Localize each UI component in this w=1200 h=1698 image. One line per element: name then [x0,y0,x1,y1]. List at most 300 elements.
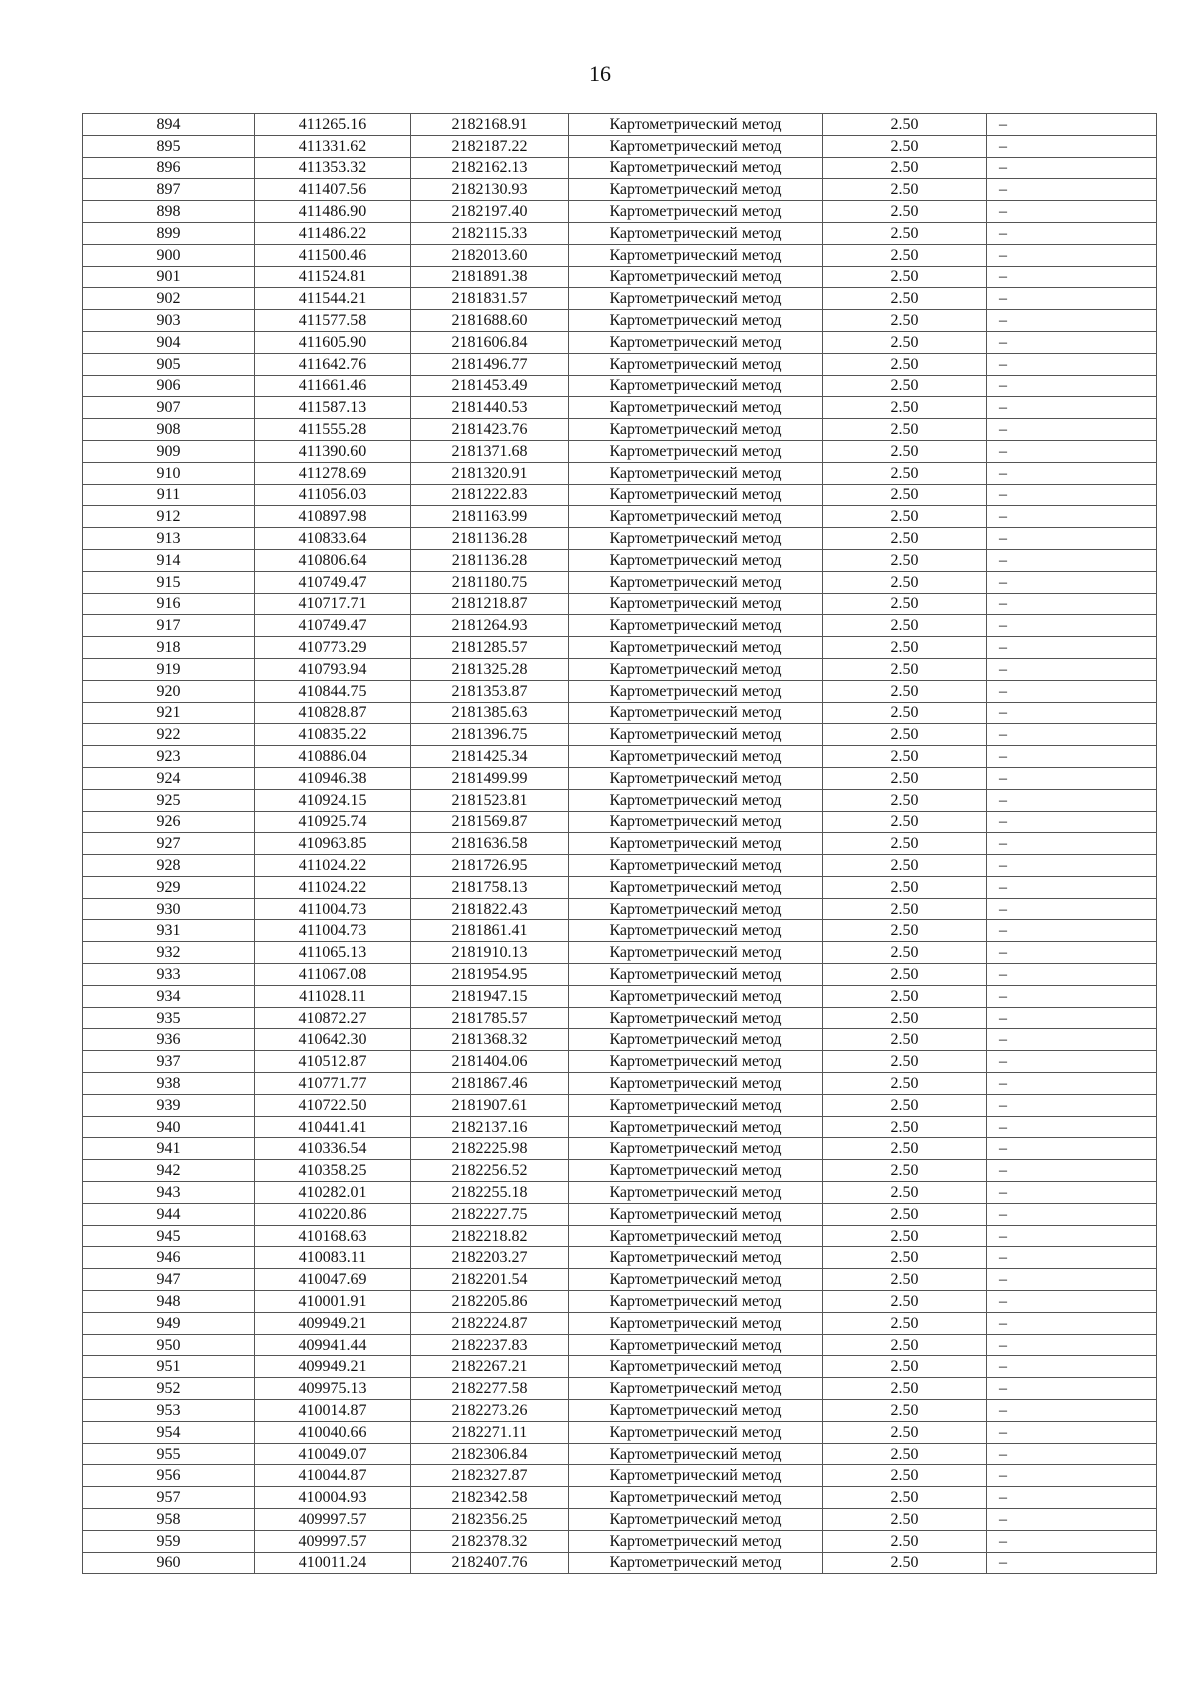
x-coordinate-cell: 411353.32 [255,157,411,179]
x-coordinate-cell: 410773.29 [255,637,411,659]
table-row [83,266,1157,288]
x-coordinate-cell: 411577.58 [255,310,411,332]
y-coordinate-cell: 2181569.87 [411,811,569,833]
accuracy-cell: 2.50 [823,724,987,746]
table-row [83,1443,1157,1465]
table-row [83,1312,1157,1334]
method-cell: Картометрический метод [569,1291,823,1313]
point-number-cell: 906 [83,375,255,397]
method-cell: Картометрический метод [569,1378,823,1400]
method-cell: Картометрический метод [569,1334,823,1356]
x-coordinate-cell: 411407.56 [255,179,411,201]
y-coordinate-cell: 2181947.15 [411,985,569,1007]
y-coordinate-cell: 2181320.91 [411,462,569,484]
table-row [83,1073,1157,1095]
y-coordinate-cell: 2181499.99 [411,767,569,789]
point-number-cell: 897 [83,179,255,201]
table-row [83,1160,1157,1182]
x-coordinate-cell: 411500.46 [255,244,411,266]
note-cell: – [987,1094,1157,1116]
accuracy-cell: 2.50 [823,1443,987,1465]
y-coordinate-cell: 2182342.58 [411,1487,569,1509]
method-cell: Картометрический метод [569,288,823,310]
accuracy-cell: 2.50 [823,1007,987,1029]
x-coordinate-cell: 411067.08 [255,964,411,986]
y-coordinate-cell: 2181218.87 [411,593,569,615]
x-coordinate-cell: 410835.22 [255,724,411,746]
point-number-cell: 921 [83,702,255,724]
method-cell: Картометрический метод [569,222,823,244]
y-coordinate-cell: 2181222.83 [411,484,569,506]
accuracy-cell: 2.50 [823,397,987,419]
method-cell: Картометрический метод [569,1007,823,1029]
table-row [83,419,1157,441]
y-coordinate-cell: 2182225.98 [411,1138,569,1160]
table-row [83,876,1157,898]
y-coordinate-cell: 2181867.46 [411,1073,569,1095]
point-number-cell: 934 [83,985,255,1007]
method-cell: Картометрический метод [569,1116,823,1138]
method-cell: Картометрический метод [569,1094,823,1116]
method-cell: Картометрический метод [569,855,823,877]
table-row [83,593,1157,615]
point-number-cell: 955 [83,1443,255,1465]
point-number-cell: 917 [83,615,255,637]
table-row [83,658,1157,680]
point-number-cell: 910 [83,462,255,484]
point-number-cell: 928 [83,855,255,877]
method-cell: Картометрический метод [569,1182,823,1204]
point-number-cell: 927 [83,833,255,855]
table-row [83,1225,1157,1247]
table-row [83,397,1157,419]
accuracy-cell: 2.50 [823,702,987,724]
x-coordinate-cell: 410722.50 [255,1094,411,1116]
x-coordinate-cell: 410872.27 [255,1007,411,1029]
y-coordinate-cell: 2181180.75 [411,571,569,593]
point-number-cell: 932 [83,942,255,964]
table-row [83,331,1157,353]
point-number-cell: 935 [83,1007,255,1029]
note-cell: – [987,1203,1157,1225]
y-coordinate-cell: 2181371.68 [411,440,569,462]
table-row [83,1421,1157,1443]
point-number-cell: 960 [83,1552,255,1574]
x-coordinate-cell: 410963.85 [255,833,411,855]
method-cell: Картометрический метод [569,1029,823,1051]
y-coordinate-cell: 2182137.16 [411,1116,569,1138]
table-row [83,637,1157,659]
method-cell: Картометрический метод [569,942,823,964]
x-coordinate-cell: 411587.13 [255,397,411,419]
y-coordinate-cell: 2181453.49 [411,375,569,397]
note-cell: – [987,1334,1157,1356]
y-coordinate-cell: 2181285.57 [411,637,569,659]
point-number-cell: 923 [83,746,255,768]
y-coordinate-cell: 2181523.81 [411,789,569,811]
point-number-cell: 942 [83,1160,255,1182]
y-coordinate-cell: 2182356.25 [411,1509,569,1531]
x-coordinate-cell: 410833.64 [255,528,411,550]
table-row [83,528,1157,550]
point-number-cell: 899 [83,222,255,244]
table-row [83,1247,1157,1269]
method-cell: Картометрический метод [569,1509,823,1531]
note-cell: – [987,1007,1157,1029]
x-coordinate-cell: 409975.13 [255,1378,411,1400]
table-row [83,484,1157,506]
method-cell: Картометрический метод [569,528,823,550]
table-body [83,114,1157,1574]
table-row [83,1138,1157,1160]
table-row [83,1291,1157,1313]
note-cell: – [987,506,1157,528]
x-coordinate-cell: 411544.21 [255,288,411,310]
y-coordinate-cell: 2181425.34 [411,746,569,768]
note-cell: – [987,375,1157,397]
method-cell: Картометрический метод [569,898,823,920]
x-coordinate-cell: 410358.25 [255,1160,411,1182]
y-coordinate-cell: 2182203.27 [411,1247,569,1269]
table-row [83,1203,1157,1225]
x-coordinate-cell: 410924.15 [255,789,411,811]
accuracy-cell: 2.50 [823,833,987,855]
method-cell: Картометрический метод [569,985,823,1007]
table-row [83,222,1157,244]
accuracy-cell: 2.50 [823,789,987,811]
y-coordinate-cell: 2182168.91 [411,114,569,136]
x-coordinate-cell: 410925.74 [255,811,411,833]
note-cell: – [987,310,1157,332]
point-number-cell: 909 [83,440,255,462]
note-cell: – [987,1269,1157,1291]
y-coordinate-cell: 2182407.76 [411,1552,569,1574]
method-cell: Картометрический метод [569,114,823,136]
table-row [83,506,1157,528]
note-cell: – [987,1552,1157,1574]
x-coordinate-cell: 411605.90 [255,331,411,353]
y-coordinate-cell: 2181785.57 [411,1007,569,1029]
method-cell: Картометрический метод [569,702,823,724]
method-cell: Картометрический метод [569,1225,823,1247]
table-row [83,288,1157,310]
point-number-cell: 948 [83,1291,255,1313]
y-coordinate-cell: 2181396.75 [411,724,569,746]
accuracy-cell: 2.50 [823,746,987,768]
accuracy-cell: 2.50 [823,1247,987,1269]
note-cell: – [987,1247,1157,1269]
method-cell: Картометрический метод [569,1138,823,1160]
table-row [83,964,1157,986]
y-coordinate-cell: 2181822.43 [411,898,569,920]
point-number-cell: 905 [83,353,255,375]
table-row [83,375,1157,397]
note-cell: – [987,244,1157,266]
y-coordinate-cell: 2182237.83 [411,1334,569,1356]
accuracy-cell: 2.50 [823,1182,987,1204]
x-coordinate-cell: 410014.87 [255,1400,411,1422]
point-number-cell: 896 [83,157,255,179]
table-row [83,1269,1157,1291]
note-cell: – [987,419,1157,441]
accuracy-cell: 2.50 [823,179,987,201]
note-cell: – [987,1378,1157,1400]
method-cell: Картометрический метод [569,397,823,419]
point-number-cell: 919 [83,658,255,680]
table-row [83,1400,1157,1422]
accuracy-cell: 2.50 [823,593,987,615]
note-cell: – [987,789,1157,811]
table-row [83,201,1157,223]
point-number-cell: 959 [83,1530,255,1552]
note-cell: – [987,746,1157,768]
table-row [83,135,1157,157]
x-coordinate-cell: 410040.66 [255,1421,411,1443]
method-cell: Картометрический метод [569,1400,823,1422]
table-row [83,179,1157,201]
accuracy-cell: 2.50 [823,1356,987,1378]
y-coordinate-cell: 2181688.60 [411,310,569,332]
note-cell: – [987,615,1157,637]
note-cell: – [987,1465,1157,1487]
point-number-cell: 900 [83,244,255,266]
note-cell: – [987,767,1157,789]
point-number-cell: 911 [83,484,255,506]
x-coordinate-cell: 410806.64 [255,549,411,571]
accuracy-cell: 2.50 [823,1530,987,1552]
note-cell: – [987,1487,1157,1509]
table-row [83,1029,1157,1051]
accuracy-cell: 2.50 [823,985,987,1007]
method-cell: Картометрический метод [569,811,823,833]
accuracy-cell: 2.50 [823,288,987,310]
table-row [83,1530,1157,1552]
note-cell: – [987,898,1157,920]
note-cell: – [987,1073,1157,1095]
note-cell: – [987,1443,1157,1465]
accuracy-cell: 2.50 [823,1487,987,1509]
point-number-cell: 929 [83,876,255,898]
y-coordinate-cell: 2181606.84 [411,331,569,353]
note-cell: – [987,266,1157,288]
y-coordinate-cell: 2181636.58 [411,833,569,855]
accuracy-cell: 2.50 [823,1203,987,1225]
y-coordinate-cell: 2181385.63 [411,702,569,724]
accuracy-cell: 2.50 [823,658,987,680]
y-coordinate-cell: 2181758.13 [411,876,569,898]
note-cell: – [987,1225,1157,1247]
x-coordinate-cell: 409949.21 [255,1312,411,1334]
note-cell: – [987,1160,1157,1182]
accuracy-cell: 2.50 [823,1378,987,1400]
method-cell: Картометрический метод [569,506,823,528]
table-row [83,440,1157,462]
accuracy-cell: 2.50 [823,528,987,550]
method-cell: Картометрический метод [569,1552,823,1574]
x-coordinate-cell: 410771.77 [255,1073,411,1095]
method-cell: Картометрический метод [569,201,823,223]
method-cell: Картометрический метод [569,1073,823,1095]
method-cell: Картометрический метод [569,179,823,201]
table-row [83,1465,1157,1487]
y-coordinate-cell: 2181496.77 [411,353,569,375]
x-coordinate-cell: 410004.93 [255,1487,411,1509]
method-cell: Картометрический метод [569,876,823,898]
point-number-cell: 953 [83,1400,255,1422]
point-number-cell: 954 [83,1421,255,1443]
x-coordinate-cell: 410047.69 [255,1269,411,1291]
note-cell: – [987,1116,1157,1138]
x-coordinate-cell: 411024.22 [255,855,411,877]
method-cell: Картометрический метод [569,1051,823,1073]
table-row [83,942,1157,964]
y-coordinate-cell: 2181404.06 [411,1051,569,1073]
accuracy-cell: 2.50 [823,1400,987,1422]
table-row [83,985,1157,1007]
point-number-cell: 958 [83,1509,255,1531]
note-cell: – [987,484,1157,506]
method-cell: Картометрический метод [569,375,823,397]
note-cell: – [987,942,1157,964]
point-number-cell: 933 [83,964,255,986]
point-number-cell: 951 [83,1356,255,1378]
coordinates-table [82,113,1157,1574]
x-coordinate-cell: 410749.47 [255,615,411,637]
y-coordinate-cell: 2181831.57 [411,288,569,310]
y-coordinate-cell: 2181264.93 [411,615,569,637]
x-coordinate-cell: 410717.71 [255,593,411,615]
note-cell: – [987,658,1157,680]
accuracy-cell: 2.50 [823,1509,987,1531]
x-coordinate-cell: 410282.01 [255,1182,411,1204]
accuracy-cell: 2.50 [823,266,987,288]
table-row [83,1182,1157,1204]
x-coordinate-cell: 411642.76 [255,353,411,375]
accuracy-cell: 2.50 [823,331,987,353]
note-cell: – [987,1356,1157,1378]
method-cell: Картометрический метод [569,440,823,462]
x-coordinate-cell: 410886.04 [255,746,411,768]
note-cell: – [987,1400,1157,1422]
y-coordinate-cell: 2181726.95 [411,855,569,877]
y-coordinate-cell: 2182218.82 [411,1225,569,1247]
note-cell: – [987,876,1157,898]
table-row [83,702,1157,724]
y-coordinate-cell: 2182013.60 [411,244,569,266]
y-coordinate-cell: 2181861.41 [411,920,569,942]
table-row [83,746,1157,768]
point-number-cell: 924 [83,767,255,789]
table-row [83,615,1157,637]
x-coordinate-cell: 410749.47 [255,571,411,593]
x-coordinate-cell: 411278.69 [255,462,411,484]
x-coordinate-cell: 411004.73 [255,920,411,942]
method-cell: Картометрический метод [569,353,823,375]
method-cell: Картометрический метод [569,1160,823,1182]
method-cell: Картометрический метод [569,658,823,680]
y-coordinate-cell: 2181907.61 [411,1094,569,1116]
y-coordinate-cell: 2182273.26 [411,1400,569,1422]
note-cell: – [987,1421,1157,1443]
method-cell: Картометрический метод [569,1487,823,1509]
x-coordinate-cell: 411028.11 [255,985,411,1007]
accuracy-cell: 2.50 [823,1225,987,1247]
accuracy-cell: 2.50 [823,1116,987,1138]
x-coordinate-cell: 411486.22 [255,222,411,244]
accuracy-cell: 2.50 [823,1291,987,1313]
table-row [83,767,1157,789]
note-cell: – [987,1509,1157,1531]
x-coordinate-cell: 409997.57 [255,1509,411,1531]
note-cell: – [987,702,1157,724]
table-row [83,157,1157,179]
x-coordinate-cell: 411265.16 [255,114,411,136]
note-cell: – [987,1291,1157,1313]
table-row [83,811,1157,833]
y-coordinate-cell: 2182224.87 [411,1312,569,1334]
table-row [83,1051,1157,1073]
accuracy-cell: 2.50 [823,1269,987,1291]
x-coordinate-cell: 411555.28 [255,419,411,441]
note-cell: – [987,1051,1157,1073]
accuracy-cell: 2.50 [823,1312,987,1334]
accuracy-cell: 2.50 [823,1552,987,1574]
point-number-cell: 902 [83,288,255,310]
y-coordinate-cell: 2181954.95 [411,964,569,986]
method-cell: Картометрический метод [569,310,823,332]
y-coordinate-cell: 2181136.28 [411,528,569,550]
y-coordinate-cell: 2181423.76 [411,419,569,441]
table-row [83,1487,1157,1509]
note-cell: – [987,833,1157,855]
table-row [83,1509,1157,1531]
point-number-cell: 950 [83,1334,255,1356]
accuracy-cell: 2.50 [823,484,987,506]
accuracy-cell: 2.50 [823,310,987,332]
table-row [83,1094,1157,1116]
x-coordinate-cell: 410897.98 [255,506,411,528]
note-cell: – [987,855,1157,877]
method-cell: Картометрический метод [569,724,823,746]
point-number-cell: 939 [83,1094,255,1116]
point-number-cell: 941 [83,1138,255,1160]
note-cell: – [987,179,1157,201]
point-number-cell: 952 [83,1378,255,1400]
method-cell: Картометрический метод [569,1247,823,1269]
accuracy-cell: 2.50 [823,440,987,462]
x-coordinate-cell: 410793.94 [255,658,411,680]
y-coordinate-cell: 2182327.87 [411,1465,569,1487]
point-number-cell: 907 [83,397,255,419]
note-cell: – [987,288,1157,310]
accuracy-cell: 2.50 [823,353,987,375]
y-coordinate-cell: 2181368.32 [411,1029,569,1051]
x-coordinate-cell: 410441.41 [255,1116,411,1138]
table-row [83,920,1157,942]
note-cell: – [987,680,1157,702]
note-cell: – [987,964,1157,986]
x-coordinate-cell: 411065.13 [255,942,411,964]
x-coordinate-cell: 411524.81 [255,266,411,288]
table-row [83,1116,1157,1138]
point-number-cell: 920 [83,680,255,702]
x-coordinate-cell: 410512.87 [255,1051,411,1073]
x-coordinate-cell: 409949.21 [255,1356,411,1378]
note-cell: – [987,811,1157,833]
y-coordinate-cell: 2182130.93 [411,179,569,201]
x-coordinate-cell: 410044.87 [255,1465,411,1487]
accuracy-cell: 2.50 [823,855,987,877]
